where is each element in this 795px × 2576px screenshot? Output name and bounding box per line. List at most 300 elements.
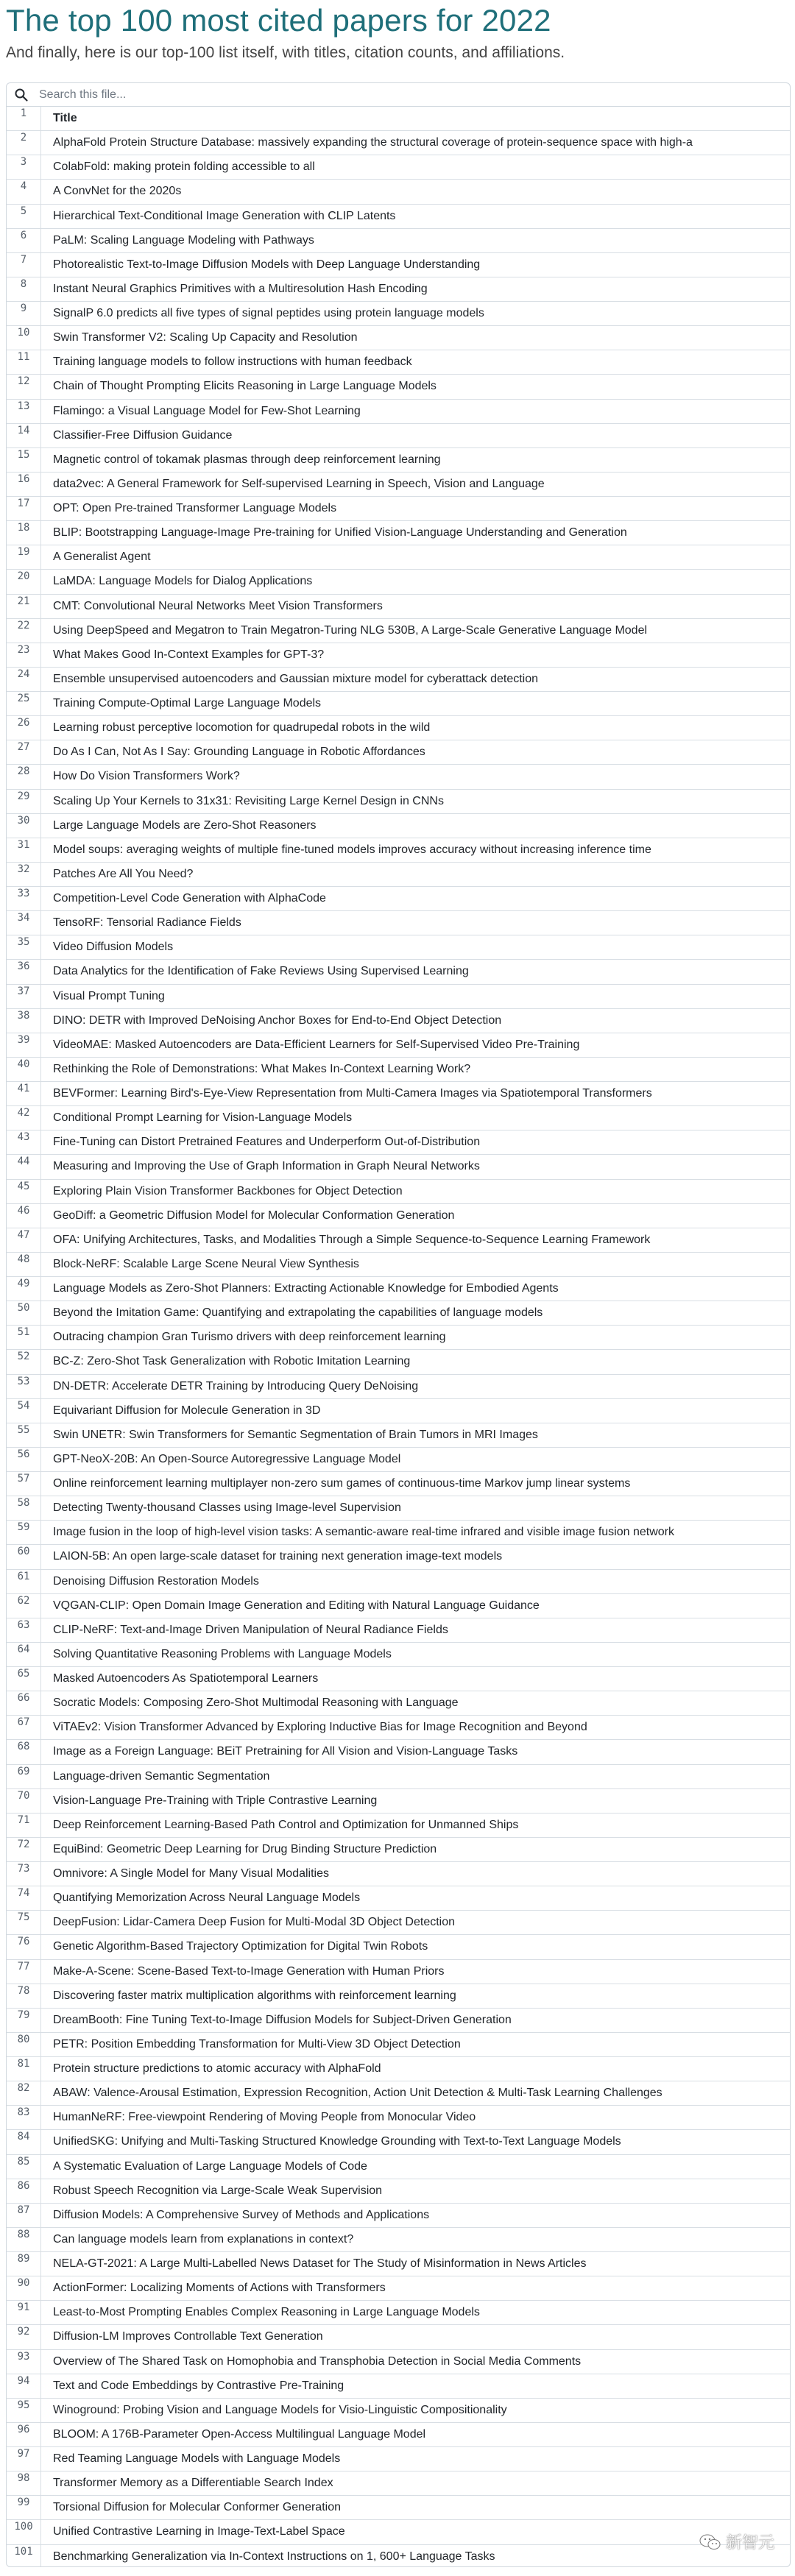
table-row — [7, 302, 790, 326]
table-row — [7, 2130, 790, 2154]
line-number[interactable]: 37 — [17, 985, 30, 997]
line-number[interactable]: 4 — [20, 180, 27, 193]
paper-title-cell: ABAW: Valence-Arousal Estimation, Expression Recognition, Action Unit Detection & Multi-Task Learning Challenges — [40, 2081, 790, 2105]
paper-title-cell: Protein structure predictions to atomic accuracy with AlphaFold — [40, 2057, 790, 2081]
table-row — [7, 887, 790, 911]
line-number[interactable]: 95 — [17, 2399, 30, 2411]
table-row — [7, 1058, 790, 1082]
table-row — [7, 229, 790, 253]
line-number[interactable]: 60 — [17, 1546, 30, 1558]
paper-title-cell: Image as a Foreign Language: BEiT Pretraining for All Vision and Vision-Language Tasks — [40, 1740, 790, 1763]
paper-title-cell: data2vec: A General Framework for Self-supervised Learning in Speech, Vision and Language — [40, 473, 790, 496]
table-row — [7, 1570, 790, 1594]
paper-title-cell: Swin Transformer V2: Scaling Up Capacity and Resolution — [40, 326, 790, 350]
paper-title-cell: Instant Neural Graphics Primitives with a Multiresolution Hash Encoding — [40, 277, 790, 301]
line-number[interactable]: 28 — [17, 765, 30, 778]
line-number[interactable]: 78 — [17, 1984, 30, 1997]
paper-title-cell: BEVFormer: Learning Bird's-Eye-View Representation from Multi-Camera Images via Spatiotemporal Transformers — [40, 1082, 790, 1105]
paper-title-cell: Can language models learn from explanations in context? — [40, 2228, 790, 2251]
line-number[interactable]: 46 — [17, 1204, 30, 1217]
table-row — [7, 1082, 790, 1106]
paper-title-cell: Quantifying Memorization Across Neural Language Models — [40, 1886, 790, 1910]
line-number[interactable]: 91 — [17, 2301, 30, 2314]
paper-title-cell: Training language models to follow instructions with human feedback — [40, 350, 790, 374]
page-title: The top 100 most cited papers for 2022 — [6, 3, 551, 38]
paper-title-cell: LaMDA: Language Models for Dialog Applications — [40, 570, 790, 593]
line-number[interactable]: 77 — [17, 1960, 30, 1972]
table-row — [7, 863, 790, 887]
table-row — [7, 1545, 790, 1569]
line-number[interactable]: 2 — [20, 132, 27, 144]
paper-title-cell: ActionFormer: Localizing Moments of Actions with Transformers — [40, 2276, 790, 2300]
line-number[interactable]: 11 — [17, 351, 30, 364]
line-number[interactable]: 16 — [17, 473, 30, 485]
paper-title-cell: Large Language Models are Zero-Shot Reasoners — [40, 814, 790, 838]
line-number[interactable]: 44 — [17, 1156, 30, 1168]
paper-title-cell: Data Analytics for the Identification of Fake Reviews Using Supervised Learning — [40, 960, 790, 983]
line-number[interactable]: 85 — [17, 2155, 30, 2168]
paper-title-cell: DreamBooth: Fine Tuning Text-to-Image Diffusion Models for Subject-Driven Generation — [40, 2009, 790, 2032]
paper-title-cell: CLIP-NeRF: Text-and-Image Driven Manipulation of Neural Radiance Fields — [40, 1618, 790, 1642]
line-number[interactable]: 71 — [17, 1814, 30, 1826]
paper-title-cell: Model soups: averaging weights of multiple fine-tuned models improves accuracy without increasing inference time — [40, 838, 790, 862]
table-row — [7, 1326, 790, 1350]
paper-title-cell: NELA-GT-2021: A Large Multi-Labelled News Dataset for The Study of Misinformation in News Articles — [40, 2252, 790, 2276]
table-row — [7, 2374, 790, 2399]
line-number[interactable]: 75 — [17, 1911, 30, 1924]
table-row — [7, 1740, 790, 1764]
paper-title-cell: EquiBind: Geometric Deep Learning for Drug Binding Structure Prediction — [40, 1838, 790, 1861]
line-number[interactable]: 32 — [17, 863, 30, 875]
paper-title-cell: A ConvNet for the 2020s — [40, 180, 790, 203]
table-row — [7, 1423, 790, 1448]
line-number[interactable]: 56 — [17, 1448, 30, 1460]
table-row — [7, 180, 790, 204]
line-number[interactable]: 101 — [14, 2545, 33, 2558]
paper-title-cell: A Generalist Agent — [40, 545, 790, 569]
paper-title-cell: Online reinforcement learning multiplayer non-zero sum games of continuous-time Markov jump linear systems — [40, 1472, 790, 1496]
paper-title-cell: VideoMAE: Masked Autoencoders are Data-Efficient Learners for Self-Supervised Video Pre-Training — [40, 1033, 790, 1057]
line-number[interactable]: 62 — [17, 1594, 30, 1607]
paper-title-cell: Discovering faster matrix multiplication algorithms with reinforcement learning — [40, 1984, 790, 2008]
line-number[interactable]: 13 — [17, 400, 30, 412]
line-number[interactable]: 1 — [20, 107, 27, 119]
paper-title-cell: LAION-5B: An open large-scale dataset for training next generation image-text models — [40, 1545, 790, 1568]
table-row — [7, 1618, 790, 1643]
line-number[interactable]: 6 — [20, 229, 27, 241]
file-viewer — [6, 82, 791, 2567]
paper-title-cell: Hierarchical Text-Conditional Image Generation with CLIP Latents — [40, 205, 790, 228]
paper-title-cell: Deep Reinforcement Learning-Based Path Control and Optimization for Unmanned Ships — [40, 1814, 790, 1837]
line-number[interactable]: 89 — [17, 2253, 30, 2265]
line-number[interactable]: 50 — [17, 1302, 30, 1314]
table-row — [7, 911, 790, 935]
line-number[interactable]: 70 — [17, 1789, 30, 1802]
line-number[interactable]: 83 — [17, 2106, 30, 2119]
line-number[interactable]: 54 — [17, 1399, 30, 1412]
table-row — [7, 838, 790, 863]
table-row — [7, 375, 790, 399]
line-number[interactable]: 8 — [20, 277, 27, 290]
table-row — [7, 2496, 790, 2520]
table-row — [7, 277, 790, 302]
paper-title-cell: Least-to-Most Prompting Enables Complex Reasoning in Large Language Models — [40, 2301, 790, 2324]
table-row — [7, 2009, 790, 2033]
paper-title-cell: Visual Prompt Tuning — [40, 985, 790, 1008]
line-number[interactable]: 66 — [17, 1692, 30, 1705]
paper-title-cell: Measuring and Improving the Use of Graph Information in Graph Neural Networks — [40, 1155, 790, 1178]
line-number[interactable]: 22 — [17, 619, 30, 631]
table-row — [7, 253, 790, 277]
table-row — [7, 326, 790, 350]
line-number[interactable]: 39 — [17, 1033, 30, 1046]
table-row — [7, 424, 790, 448]
page-subtitle: And finally, here is our top-100 list itself, with titles, citation counts, and affiliations. — [6, 44, 565, 61]
line-number[interactable]: 45 — [17, 1180, 30, 1192]
line-number[interactable]: 24 — [17, 668, 30, 680]
line-number[interactable]: 33 — [17, 888, 30, 899]
line-number[interactable]: 72 — [17, 1838, 30, 1850]
paper-title-cell: Equivariant Diffusion for Molecule Generation in 3D — [40, 1399, 790, 1423]
line-number[interactable]: 57 — [17, 1473, 30, 1485]
paper-title-cell: Rethinking the Role of Demonstrations: What Makes In-Context Learning Work? — [40, 1058, 790, 1081]
line-number[interactable]: 92 — [17, 2326, 30, 2338]
paper-title-cell: Scaling Up Your Kernels to 31x31: Revisiting Large Kernel Design in CNNs — [40, 790, 790, 813]
column-header-title: Title — [40, 107, 790, 130]
paper-title-cell: Solving Quantitative Reasoning Problems with Language Models — [40, 1643, 790, 1666]
table-row — [7, 1862, 790, 1886]
table-row — [7, 935, 790, 960]
table-row — [7, 1594, 790, 1618]
line-number[interactable]: 52 — [17, 1351, 30, 1363]
table-row — [7, 1350, 790, 1374]
line-number[interactable]: 36 — [17, 960, 30, 973]
paper-title-cell: Outracing champion Gran Turismo drivers with deep reinforcement learning — [40, 1326, 790, 1349]
table-row — [7, 1228, 790, 1253]
table-row — [7, 1667, 790, 1691]
paper-title-cell: Exploring Plain Vision Transformer Backbones for Object Detection — [40, 1180, 790, 1203]
paper-title-cell: OFA: Unifying Architectures, Tasks, and Modalities Through a Simple Sequence-to-Sequence Learning Framework — [40, 1228, 790, 1252]
paper-title-cell: HumanNeRF: Free-viewpoint Rendering of Moving People from Monocular Video — [40, 2106, 790, 2129]
table-row — [7, 790, 790, 814]
table-row — [7, 2228, 790, 2252]
line-number[interactable]: 65 — [17, 1668, 30, 1680]
paper-title-cell: Magnetic control of tokamak plasmas through deep reinforcement learning — [40, 448, 790, 472]
line-number[interactable]: 87 — [17, 2204, 30, 2216]
line-number[interactable]: 61 — [17, 1570, 30, 1582]
table-row — [7, 497, 790, 521]
line-number[interactable]: 12 — [17, 375, 30, 388]
line-number[interactable]: 49 — [17, 1278, 30, 1289]
table-row — [7, 2106, 790, 2130]
paper-title-cell: Robust Speech Recognition via Large-Scale Weak Supervision — [40, 2179, 790, 2203]
paper-title-cell: UnifiedSKG: Unifying and Multi-Tasking Structured Knowledge Grounding with Text-to-Text Language Models — [40, 2130, 790, 2154]
table-row — [7, 1448, 790, 1472]
paper-title-cell: Omnivore: A Single Model for Many Visual Modalities — [40, 1862, 790, 1886]
table-row — [7, 2033, 790, 2057]
paper-title-cell: Using DeepSpeed and Megatron to Train Megatron-Turing NLG 530B, A Large-Scale Generative Language Model — [40, 619, 790, 643]
table-row — [7, 2423, 790, 2447]
table-row — [7, 2399, 790, 2423]
line-number[interactable]: 99 — [17, 2497, 30, 2509]
paper-title-cell: Swin UNETR: Swin Transformers for Semantic Segmentation of Brain Tumors in MRI Images — [40, 1423, 790, 1447]
table-row — [7, 1984, 790, 2009]
paper-title-cell: Overview of The Shared Task on Homophobia and Transphobia Detection in Social Media Comments — [40, 2350, 790, 2374]
search-icon — [14, 88, 29, 102]
line-number[interactable]: 34 — [17, 912, 30, 924]
line-number[interactable]: 100 — [14, 2521, 33, 2533]
line-number[interactable]: 93 — [17, 2350, 30, 2363]
paper-title-cell: SignalP 6.0 predicts all five types of signal peptides using protein language models — [40, 302, 790, 325]
paper-title-cell: Detecting Twenty-thousand Classes using Image-level Supervision — [40, 1496, 790, 1520]
paper-title-cell: Do As I Can, Not As I Say: Grounding Language in Robotic Affordances — [40, 740, 790, 764]
watermark-text: 新智元 — [725, 2533, 774, 2552]
line-number[interactable]: 43 — [17, 1131, 30, 1144]
paper-title-cell: Competition-Level Code Generation with AlphaCode — [40, 887, 790, 910]
line-number[interactable]: 84 — [17, 2131, 30, 2143]
line-number[interactable]: 94 — [17, 2374, 30, 2387]
paper-title-cell: Learning robust perceptive locomotion for quadrupedal robots in the wild — [40, 716, 790, 740]
paper-title-cell: GeoDiff: a Geometric Diffusion Model for Molecular Conformation Generation — [40, 1204, 790, 1228]
line-number[interactable]: 79 — [17, 2009, 30, 2021]
line-number[interactable]: 26 — [17, 717, 30, 729]
paper-title-cell: Flamingo: a Visual Language Model for Few-Shot Learning — [40, 400, 790, 423]
line-number[interactable]: 17 — [17, 498, 30, 509]
table-row — [7, 2057, 790, 2081]
paper-title-cell: Language-driven Semantic Segmentation — [40, 1765, 790, 1788]
line-number[interactable]: 23 — [17, 643, 30, 656]
line-number[interactable]: 81 — [17, 2058, 30, 2070]
paper-title-cell: GPT-NeoX-20B: An Open-Source Autoregressive Language Model — [40, 1448, 790, 1471]
paper-title-cell: Transformer Memory as a Differentiable Search Index — [40, 2471, 790, 2495]
paper-title-cell: DINO: DETR with Improved DeNoising Anchor Boxes for End-to-End Object Detection — [40, 1009, 790, 1033]
table-row — [7, 2276, 790, 2301]
line-number[interactable]: 74 — [17, 1887, 30, 1900]
table-row — [7, 765, 790, 789]
paper-title-cell: AlphaFold Protein Structure Database: massively expanding the structural coverage of protein-sequence space with high-a — [40, 131, 790, 155]
table-row — [7, 1935, 790, 1959]
line-number[interactable]: 41 — [17, 1083, 30, 1094]
table-row — [7, 1960, 790, 1984]
table-row — [7, 814, 790, 838]
line-number[interactable]: 38 — [17, 1009, 30, 1022]
line-number[interactable]: 68 — [17, 1741, 30, 1753]
line-number[interactable]: 19 — [17, 546, 30, 559]
line-number[interactable]: 29 — [17, 790, 30, 802]
table-row — [7, 1814, 790, 1838]
table-row — [7, 1277, 790, 1301]
line-number[interactable]: 90 — [17, 2277, 30, 2290]
wechat-icon — [699, 2533, 721, 2551]
paper-title-cell: Denoising Diffusion Restoration Models — [40, 1570, 790, 1593]
table-row — [7, 448, 790, 473]
watermark — [699, 2530, 774, 2553]
line-number[interactable]: 64 — [17, 1643, 30, 1655]
paper-title-cell: BLIP: Bootstrapping Language-Image Pre-training for Unified Vision-Language Understanding and Generation — [40, 521, 790, 545]
table-row — [7, 521, 790, 545]
line-number[interactable]: 59 — [17, 1521, 30, 1534]
paper-title-cell: Winoground: Probing Vision and Language Models for Visio-Linguistic Compositionality — [40, 2399, 790, 2422]
table-row — [7, 1106, 790, 1130]
line-number[interactable]: 20 — [17, 570, 30, 583]
table-row — [7, 1253, 790, 1277]
paper-title-cell: CMT: Convolutional Neural Networks Meet Vision Transformers — [40, 595, 790, 618]
line-number[interactable]: 3 — [20, 156, 27, 169]
paper-title-cell: PaLM: Scaling Language Modeling with Pathways — [40, 229, 790, 252]
line-number[interactable]: 5 — [20, 205, 27, 217]
line-number[interactable]: 18 — [17, 522, 30, 534]
line-number[interactable]: 86 — [17, 2179, 30, 2192]
table-row — [7, 473, 790, 497]
line-number[interactable]: 9 — [20, 302, 27, 314]
table-row — [7, 595, 790, 619]
search-input[interactable] — [39, 88, 702, 102]
paper-title-cell: Fine-Tuning can Distort Pretrained Features and Underperform Out-of-Distribution — [40, 1130, 790, 1154]
table-row — [7, 2325, 790, 2349]
table-row — [7, 985, 790, 1009]
line-number[interactable]: 25 — [17, 693, 30, 704]
table-row — [7, 2081, 790, 2106]
paper-title-cell: Vision-Language Pre-Training with Triple Contrastive Learning — [40, 1789, 790, 1813]
table-row — [7, 1130, 790, 1155]
table-row — [7, 1375, 790, 1399]
paper-title-cell: Training Compute-Optimal Large Language Models — [40, 692, 790, 715]
paper-title-cell: Masked Autoencoders As Spatiotemporal Learners — [40, 1667, 790, 1691]
line-number[interactable]: 98 — [17, 2472, 30, 2485]
paper-title-cell: Socratic Models: Composing Zero-Shot Multimodal Reasoning with Language — [40, 1691, 790, 1715]
table-row — [7, 1009, 790, 1033]
line-number[interactable]: 80 — [17, 2033, 30, 2045]
paper-title-cell: BLOOM: A 176B-Parameter Open-Access Multilingual Language Model — [40, 2423, 790, 2446]
table-row — [7, 1911, 790, 1935]
line-number[interactable]: 48 — [17, 1253, 30, 1265]
table-row — [7, 1691, 790, 1716]
table-row — [7, 619, 790, 643]
line-number[interactable]: 55 — [17, 1423, 30, 1436]
table-row — [7, 692, 790, 716]
table-row — [7, 740, 790, 765]
table-row — [7, 716, 790, 740]
line-number[interactable]: 7 — [20, 253, 27, 266]
table-row — [7, 131, 790, 155]
table-row — [7, 2545, 790, 2568]
paper-title-cell: Red Teaming Language Models with Language Models — [40, 2447, 790, 2471]
line-number[interactable]: 10 — [17, 327, 30, 339]
line-number[interactable]: 69 — [17, 1765, 30, 1777]
table-row — [7, 400, 790, 424]
table-row — [7, 1301, 790, 1326]
table-row — [7, 2179, 790, 2204]
search-bar — [7, 83, 790, 107]
paper-title-cell: Genetic Algorithm-Based Trajectory Optimization for Digital Twin Robots — [40, 1935, 790, 1958]
line-number[interactable]: 47 — [17, 1228, 30, 1241]
line-number[interactable]: 40 — [17, 1058, 30, 1070]
line-number[interactable]: 67 — [17, 1716, 30, 1729]
paper-title-cell: DeepFusion: Lidar-Camera Deep Fusion for Multi-Modal 3D Object Detection — [40, 1911, 790, 1934]
table-row — [7, 1789, 790, 1814]
line-number[interactable]: 96 — [17, 2423, 30, 2435]
table-row — [7, 2252, 790, 2276]
table-row — [7, 2520, 790, 2544]
paper-title-cell: Block-NeRF: Scalable Large Scene Neural View Synthesis — [40, 1253, 790, 1276]
line-number[interactable]: 27 — [17, 741, 30, 754]
table-row — [7, 2447, 790, 2471]
line-number[interactable]: 76 — [17, 1936, 30, 1948]
paper-title-cell: Classifier-Free Diffusion Guidance — [40, 424, 790, 447]
table-row — [7, 1033, 790, 1058]
paper-title-cell: Photorealistic Text-to-Image Diffusion Models with Deep Language Understanding — [40, 253, 790, 277]
paper-title-cell: OPT: Open Pre-trained Transformer Language Models — [40, 497, 790, 520]
paper-title-cell: PETR: Position Embedding Transformation for Multi-View 3D Object Detection — [40, 2033, 790, 2056]
table-row — [7, 1399, 790, 1423]
paper-title-cell: Chain of Thought Prompting Elicits Reasoning in Large Language Models — [40, 375, 790, 398]
table-row — [7, 205, 790, 229]
line-number[interactable]: 35 — [17, 936, 30, 949]
table-row — [7, 1765, 790, 1789]
line-number[interactable]: 42 — [17, 1107, 30, 1119]
table-row — [7, 1886, 790, 1911]
paper-title-cell: Ensemble unsupervised autoencoders and Gaussian mixture model for cyberattack detection — [40, 668, 790, 691]
paper-title-cell: BC-Z: Zero-Shot Task Generalization with Robotic Imitation Learning — [40, 1350, 790, 1373]
paper-title-cell: A Systematic Evaluation of Large Language Models of Code — [40, 2155, 790, 2179]
line-number[interactable]: 30 — [17, 814, 30, 827]
line-number[interactable]: 31 — [17, 838, 30, 851]
paper-title-cell: Diffusion-LM Improves Controllable Text Generation — [40, 2325, 790, 2349]
paper-title-cell: ColabFold: making protein folding accessible to all — [40, 155, 790, 179]
line-number[interactable]: 53 — [17, 1375, 30, 1387]
paper-title-cell: VQGAN-CLIP: Open Domain Image Generation and Editing with Natural Language Guidance — [40, 1594, 790, 1618]
table-row — [7, 1838, 790, 1862]
table-row — [7, 2350, 790, 2374]
paper-title-cell: Image fusion in the loop of high-level vision tasks: A semantic-aware real-time infrared and visible image fusion network — [40, 1521, 790, 1544]
table-header-row — [7, 107, 790, 131]
table-row — [7, 1496, 790, 1521]
table-row — [7, 643, 790, 668]
table-row — [7, 1643, 790, 1667]
paper-title-cell: Patches Are All You Need? — [40, 863, 790, 886]
table-row — [7, 350, 790, 375]
table-row — [7, 1472, 790, 1496]
line-number[interactable]: 73 — [17, 1863, 30, 1875]
line-number[interactable]: 82 — [17, 2082, 30, 2095]
paper-title-cell: Diffusion Models: A Comprehensive Survey of Methods and Applications — [40, 2204, 790, 2227]
csv-table — [7, 107, 790, 2567]
table-row — [7, 2155, 790, 2179]
table-row — [7, 155, 790, 180]
paper-title-cell: Unified Contrastive Learning in Image-Text-Label Space — [40, 2520, 790, 2544]
paper-title-cell: ViTAEv2: Vision Transformer Advanced by Exploring Inductive Bias for Image Recognition and Beyond — [40, 1716, 790, 1739]
paper-title-cell: Torsional Diffusion for Molecular Conformer Generation — [40, 2496, 790, 2519]
table-row — [7, 1204, 790, 1228]
paper-title-cell: TensoRF: Tensorial Radiance Fields — [40, 911, 790, 935]
line-number[interactable]: 58 — [17, 1497, 30, 1510]
line-number[interactable]: 97 — [17, 2448, 30, 2460]
table-row — [7, 2204, 790, 2228]
table-row — [7, 668, 790, 692]
line-number[interactable]: 15 — [17, 448, 30, 461]
line-number[interactable]: 51 — [17, 1326, 30, 1339]
line-number[interactable]: 14 — [17, 424, 30, 436]
table-row — [7, 545, 790, 570]
paper-title-cell: Conditional Prompt Learning for Vision-Language Models — [40, 1106, 790, 1130]
table-row — [7, 960, 790, 984]
paper-title-cell: Video Diffusion Models — [40, 935, 790, 959]
paper-title-cell: DN-DETR: Accelerate DETR Training by Introducing Query DeNoising — [40, 1375, 790, 1398]
line-number[interactable]: 63 — [17, 1618, 30, 1631]
paper-title-cell: What Makes Good In-Context Examples for GPT-3? — [40, 643, 790, 667]
line-number[interactable]: 21 — [17, 595, 30, 607]
line-number[interactable]: 88 — [17, 2228, 30, 2240]
